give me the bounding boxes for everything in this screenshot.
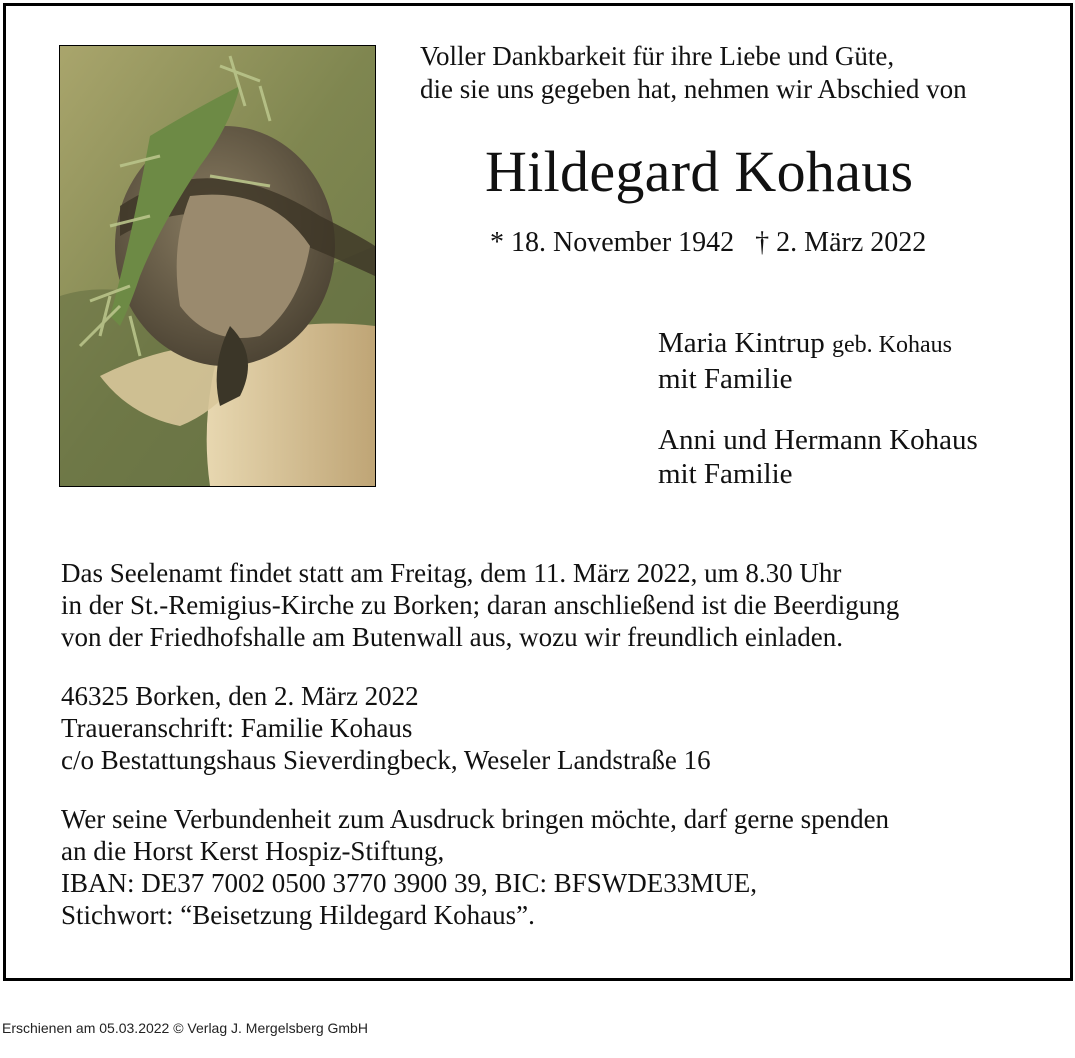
address-line-2: Traueranschrift: Familie Kohaus — [61, 713, 413, 743]
donation-paragraph — [61, 803, 889, 931]
donation-line-4: Stichwort: “Beisetzung Hildegard Kohaus”. — [61, 900, 535, 930]
service-paragraph — [61, 557, 899, 653]
deceased-name: Hildegard Kohaus — [485, 139, 914, 204]
service-line-1: Das Seelenamt findet statt am Freitag, dem 11. März 2022, um 8.30 Uhr — [61, 558, 842, 588]
service-line-2: in der St.-Remigius-Kirche zu Borken; daran anschließend ist die Beerdigung — [61, 590, 900, 620]
mourner-1-family: mit Familie — [658, 363, 793, 395]
address-line-3: c/o Bestattungshaus Sieverdingbeck, Weseler Landstraße 16 — [61, 745, 711, 775]
service-line-3: von der Friedhofshalle am Butenwall aus, wozu wir freundlich einladen. — [61, 622, 844, 652]
donation-line-1: Wer seine Verbundenheit zum Ausdruck bringen möchte, darf gerne spenden — [61, 804, 890, 834]
address-line-1: 46325 Borken, den 2. März 2022 — [61, 681, 419, 711]
mourner-2 — [658, 423, 978, 491]
mourner-1 — [658, 326, 952, 396]
life-dates: * 18. November 1942 † 2. März 2022 — [490, 227, 927, 258]
donation-line-2: an die Horst Kerst Hospiz-Stiftung, — [61, 836, 445, 866]
crucifix-image — [60, 46, 375, 486]
address-paragraph — [61, 680, 711, 776]
publication-footer: Erschienen am 05.03.2022 © Verlag J. Mergelsberg GmbH — [2, 1020, 368, 1036]
intro-line-1: Voller Dankbarkeit für ihre Liebe und Güte, — [420, 41, 895, 71]
crucifix-photo — [59, 45, 376, 487]
mourner-1-name: Maria Kintrup — [658, 327, 825, 359]
mourner-1-maiden-name: geb. Kohaus — [831, 332, 952, 358]
intro-line-2: die sie uns gegeben hat, nehmen wir Abschied von — [420, 74, 967, 104]
intro-text — [420, 40, 967, 106]
donation-line-3: IBAN: DE37 7002 0500 3770 3900 39, BIC: BFSWDE33MUE, — [61, 868, 758, 898]
mourner-2-name: Anni und Hermann Kohaus — [658, 424, 978, 456]
mourner-2-family: mit Familie — [658, 458, 793, 490]
